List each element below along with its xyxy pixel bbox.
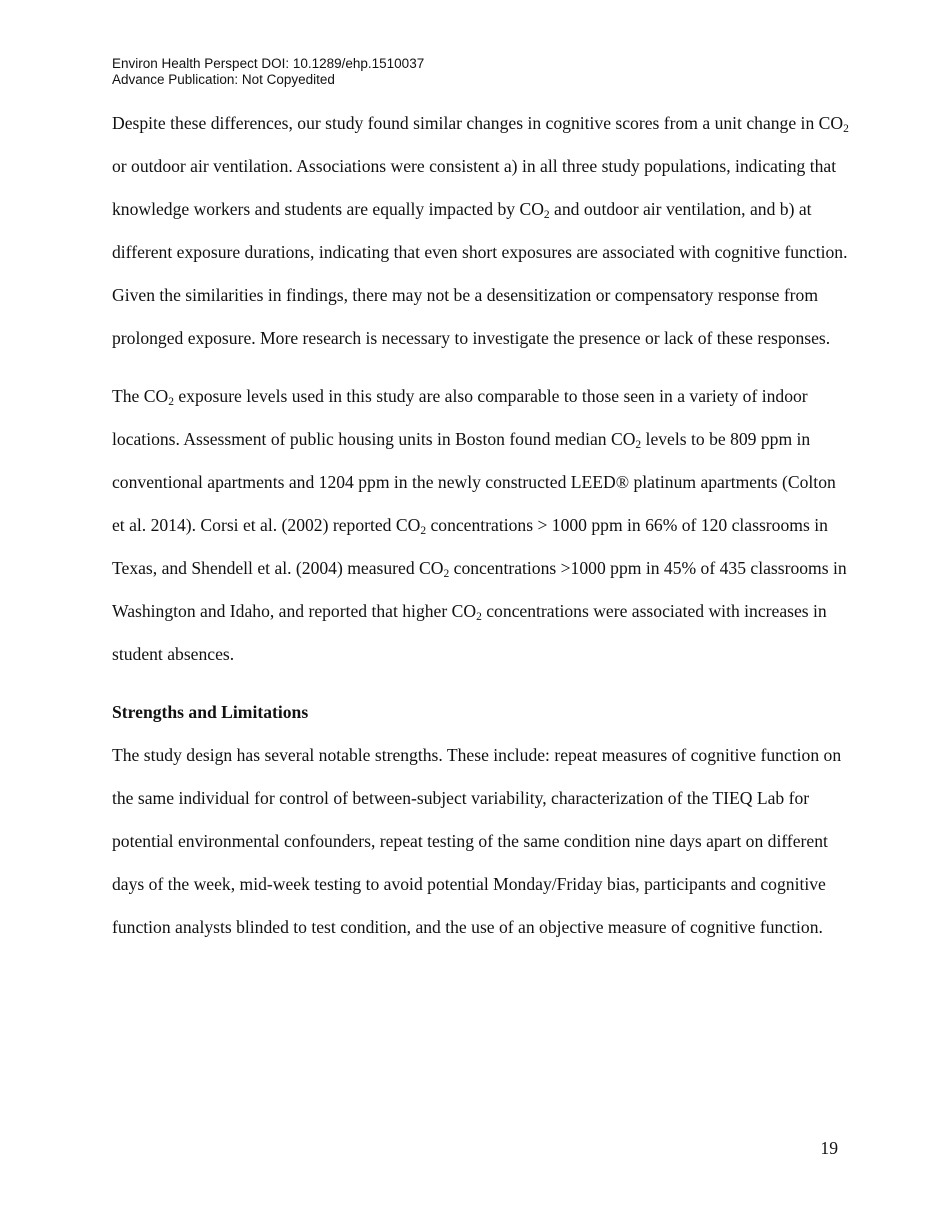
co2-subscript: 2 bbox=[635, 439, 642, 451]
paragraph-2-segment-2: exposure levels used in this study are also comparable to those seen in a variety of indoor locations. Assessment of public housing units in Boston found median CO bbox=[112, 386, 808, 449]
paragraph-2-segment-3: levels to be 809 ppm in conventional apartments and 1204 ppm in the newly constructed LEED® platinum apartments (Colton et al. 2014). Corsi et al. (2002) reported CO bbox=[112, 429, 836, 535]
publication-status-line: Advance Publication: Not Copyedited bbox=[112, 72, 335, 87]
journal-doi-line: Environ Health Perspect DOI: 10.1289/ehp.1510037 bbox=[112, 56, 425, 71]
paragraph-2-segment-5: concentrations >1000 ppm in 45% of 435 classrooms in Washington and Idaho, and reported that higher CO bbox=[112, 558, 847, 621]
co2-subscript: 2 bbox=[543, 209, 550, 221]
paragraph-1 bbox=[112, 102, 852, 360]
paragraph-2 bbox=[112, 375, 852, 676]
page-number: 19 bbox=[820, 1138, 838, 1158]
paragraph-2-segment-4: concentrations > 1000 ppm in 66% of 120 classrooms in Texas, and Shendell et al. (2004) measured CO bbox=[112, 515, 828, 578]
paragraph-3: The study design has several notable strengths. These include: repeat measures of cognitive function on the same individual for control of between-subject variability, characterization of the TIEQ Lab for potential environmental confounders, repeat testing of the same condition nine days apart on different days of the week, mid-week testing to avoid potential Monday/Friday bias, participants and cognitive function analysts blinded to test condition, and the use of an objective measure of cognitive function. bbox=[112, 745, 842, 937]
paragraph-1-segment-1: Despite these differences, our study found similar changes in cognitive scores from a unit change in CO bbox=[112, 113, 844, 133]
co2-subscript: 2 bbox=[843, 123, 849, 135]
paragraph-1-segment-2: or outdoor air ventilation. Associations were consistent a) in all three study populations, indicating that knowledge workers and students are equally impacted by CO bbox=[112, 156, 837, 219]
co2-subscript: 2 bbox=[476, 611, 482, 623]
co2-subscript: 2 bbox=[443, 568, 450, 580]
co2-subscript: 2 bbox=[420, 525, 427, 537]
co2-subscript: 2 bbox=[168, 396, 174, 408]
paragraph-2-segment-6: concentrations were associated with increases in student absences. bbox=[112, 601, 827, 664]
paragraph-1-segment-3: and outdoor air ventilation, and b) at different exposure durations, indicating that even short exposures are associated with cognitive function. Given the similarities in findings, there may not be a desensitization or compensatory response from prolonged exposure. More research is necessary to investigate the presence or lack of these responses. bbox=[112, 199, 848, 348]
body-text bbox=[112, 102, 852, 949]
paragraph-2-segment-1: The CO bbox=[112, 386, 169, 406]
section-heading-strengths-limitations: Strengths and Limitations bbox=[112, 702, 309, 722]
running-header bbox=[112, 56, 424, 88]
